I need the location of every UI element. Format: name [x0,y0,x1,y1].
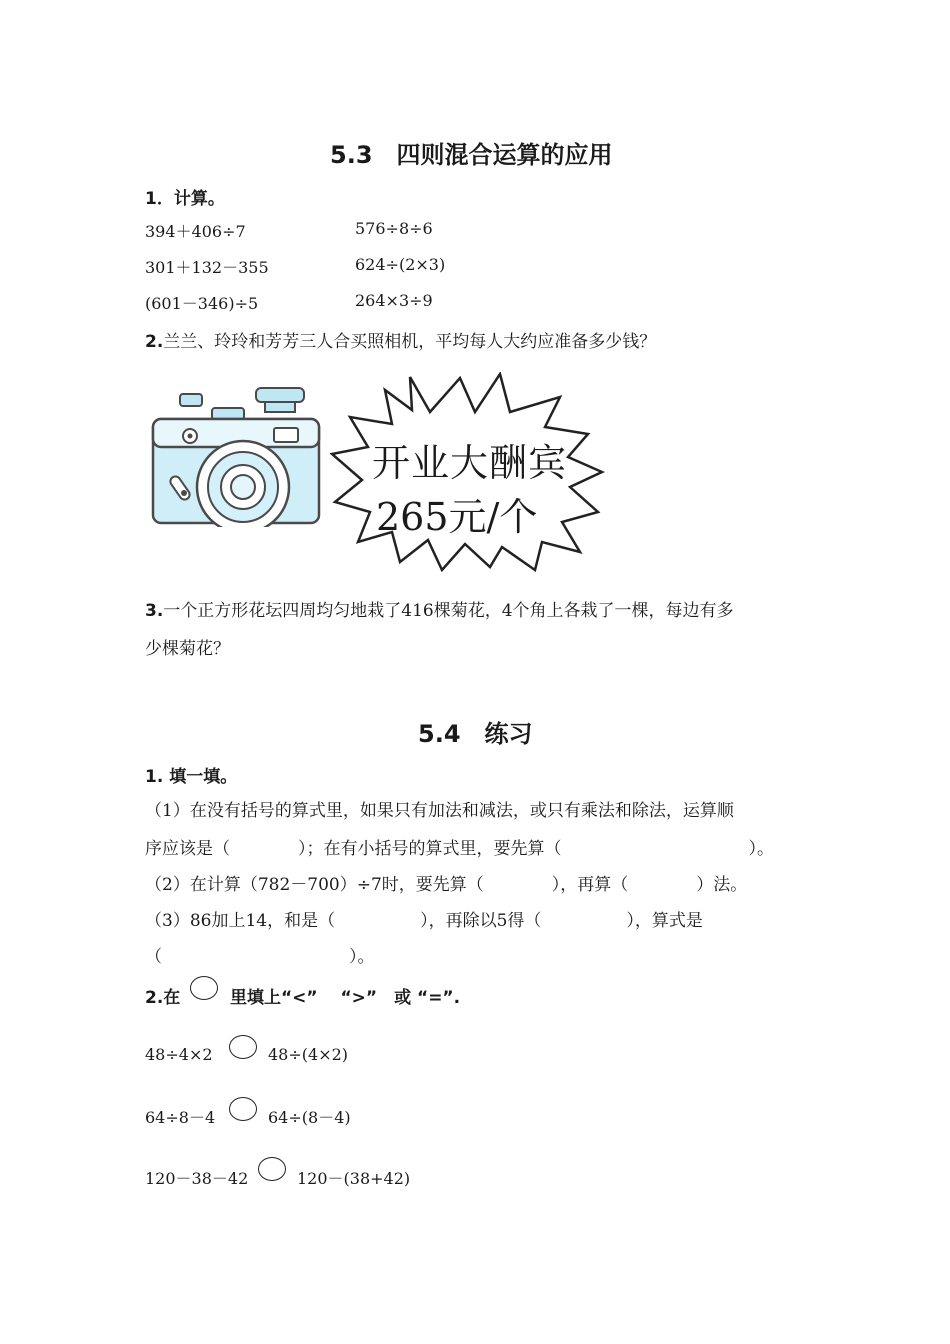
compare-left-2: 64÷8－4 [145,1108,216,1127]
calc-item: 301＋132－355 [145,258,269,277]
calc-item: 264×3÷9 [355,291,433,310]
calc-item: (601－346)÷5 [145,294,259,313]
fill-item-2: （2）在计算（782－700）÷7时，要先算（ ），再算（ ）法。 [145,875,748,895]
question-3 [145,596,734,621]
section-title-5-4: 5.4 练习 [418,720,533,748]
sign-line-2: 265元/个 [376,495,538,539]
fill-item-3b: （ ）。 [145,947,375,967]
sign-line-1: 开业大酬宾 [372,441,568,485]
fill-item-1a: （1）在没有括号的算式里，如果只有加法和减法，或只有乘法和除法，运算顺 [145,801,734,821]
compare-circle-2[interactable] [229,1097,257,1121]
question-2-text: 兰兰、玲玲和芳芳三人合买照相机，平均每人大约应准备多少钱？ [163,332,657,352]
section-title-5-3: 5.3 四则混合运算的应用 [330,141,613,169]
question-2-number: 2. [145,332,164,352]
calc-item: 394＋406÷7 [145,222,246,241]
fill-item-1b: 序应该是（ ）；在有小括号的算式里，要先算（ ）。 [145,839,774,859]
compare-right-2: 64÷(8－4) [268,1108,351,1127]
compare-circle-example [190,976,218,1000]
question-1-label: 1．计算。 [145,189,225,209]
calc-item: 624÷(2×3) [355,255,446,274]
fill-question-label: 1. 填一填。 [145,767,238,787]
calc-item: 576÷8÷6 [355,219,433,238]
fill-item-3a: （3）86加上14，和是（ ），再除以5得（ ），算式是 [145,911,703,931]
compare-question-prefix: 2.在 [145,988,181,1008]
question-3-line-1: 一个正方形花坛四周均匀地栽了416棵菊花，4个角上各栽了一棵，每边有多 [163,601,734,621]
compare-right-1: 48÷(4×2) [268,1045,349,1064]
compare-right-3: 120－(38+42) [297,1169,411,1188]
compare-circle-1[interactable] [229,1035,257,1059]
question-3-number: 3. [145,601,164,621]
compare-left-3: 120－38－42 [145,1169,249,1188]
compare-circle-3[interactable] [258,1157,286,1181]
question-3-line-2: 少棵菊花？ [145,639,230,659]
compare-question-suffix: 里填上“<” “>” 或 “=”. [230,988,461,1008]
question-2 [145,327,656,352]
camera-icon [148,385,326,527]
compare-left-1: 48÷4×2 [145,1045,213,1064]
